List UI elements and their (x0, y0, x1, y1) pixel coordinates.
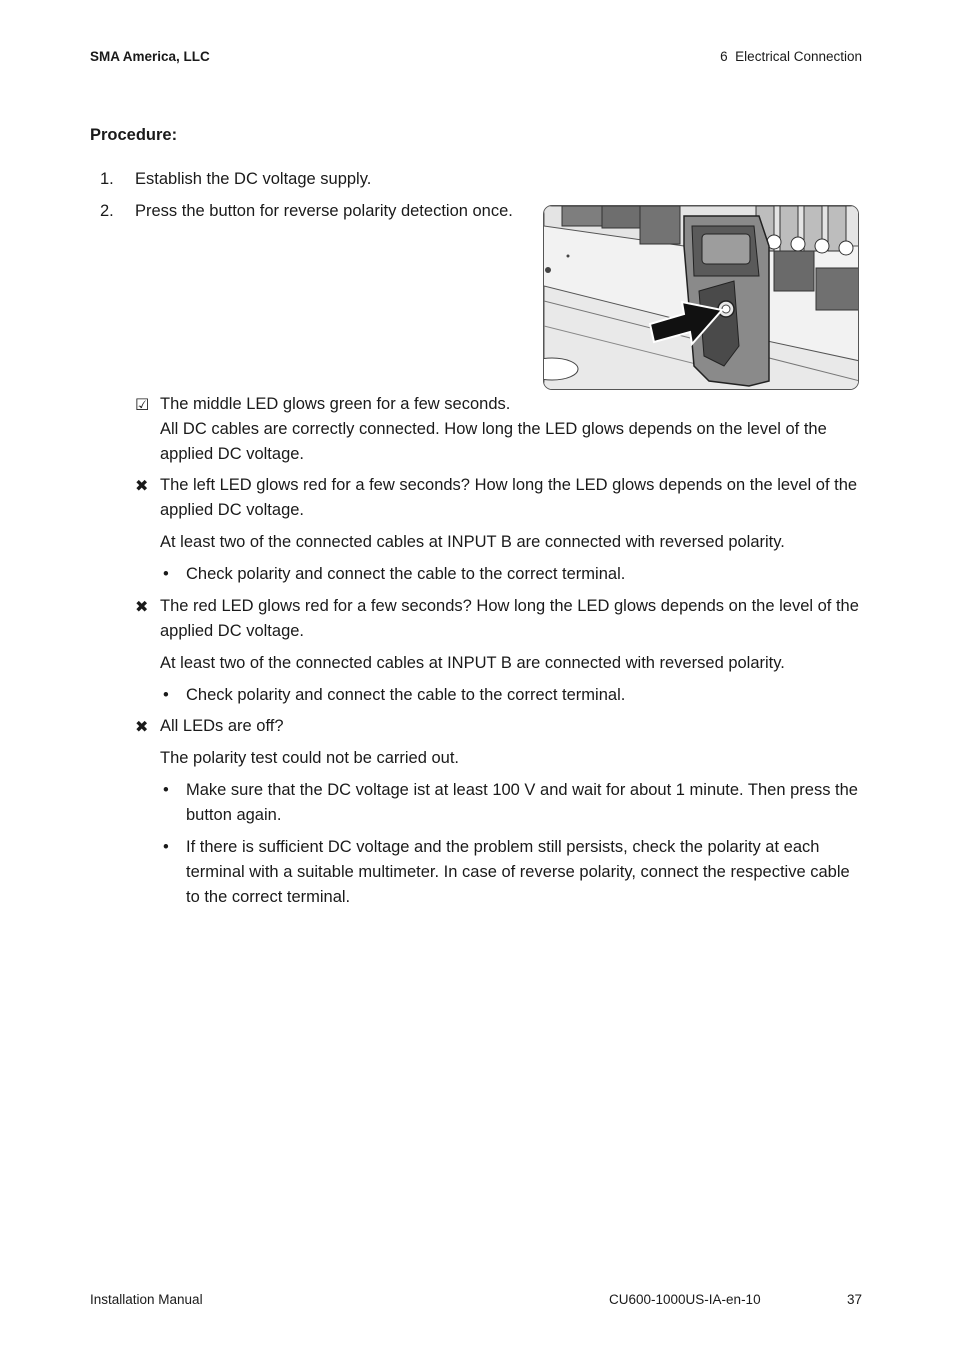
procedure-step-1 (100, 170, 371, 189)
list-item (135, 835, 865, 910)
result-all-leds-off (135, 714, 865, 910)
device-drawing (544, 206, 859, 390)
result-left-led-red (135, 473, 865, 587)
footer-doc-id: CU600-1000US-IA-en-10 (609, 1292, 761, 1307)
result-title: The middle LED glows green for a few seconds. (160, 395, 511, 413)
result-cause: At least two of the connected cables at INPUT B are connected with reversed polarity. (160, 654, 785, 672)
action-text: Check polarity and connect the cable to the correct terminal. (186, 565, 626, 583)
cross-icon: ✖ (135, 597, 149, 616)
result-item (135, 392, 865, 467)
step-number: 2. (100, 202, 114, 220)
result-item (135, 473, 865, 523)
result-cause: The polarity test could not be carried out. (160, 749, 459, 767)
bullet-icon: • (163, 686, 169, 704)
footer-manual: Installation Manual (90, 1292, 203, 1307)
header-section: 6 Electrical Connection (720, 49, 862, 64)
result-cause: At least two of the connected cables at INPUT B are connected with reversed polarity. (160, 533, 785, 551)
footer-page-number: 37 (846, 1292, 862, 1307)
step-text: Press the button for reverse polarity detection once. (135, 202, 513, 220)
result-success (135, 392, 865, 467)
bullet-icon: • (163, 565, 169, 583)
result-red-led-red (135, 594, 865, 708)
bullet-icon: • (163, 781, 169, 799)
reverse-polarity-button-illustration (543, 205, 859, 390)
check-box-icon: ☑ (135, 395, 150, 414)
action-text: If there is sufficient DC voltage and the problem still persists, check the polarity at each terminal with a suitable multimeter. In case of reverse polarity, connect the respective cable to the correct terminal. (186, 838, 850, 906)
cross-icon: ✖ (135, 717, 149, 736)
action-text: Make sure that the DC voltage ist at least 100 V and wait for about 1 minute. Then press the button again. (186, 781, 858, 824)
list-item (135, 778, 865, 828)
header-company: SMA America, LLC (90, 49, 210, 64)
result-item (135, 594, 865, 644)
result-title: All LEDs are off? (160, 717, 284, 735)
result-item (135, 714, 865, 739)
result-title: The left LED glows red for a few seconds? How long the LED glows depends on the level of the applied DC voltage. (160, 476, 858, 519)
result-detail: All DC cables are correctly connected. How long the LED glows depends on the level of the applied DC voltage. (160, 420, 827, 463)
list-item (135, 562, 865, 587)
step-text: Establish the DC voltage supply. (135, 170, 372, 188)
step-number: 1. (100, 170, 114, 188)
result-title: The red LED glows red for a few seconds? How long the LED glows depends on the level of the applied DC voltage. (160, 597, 859, 640)
procedure-step-2 (100, 202, 513, 221)
procedure-heading: Procedure: (90, 126, 178, 144)
action-text: Check polarity and connect the cable to the correct terminal. (186, 686, 626, 704)
cross-icon: ✖ (135, 476, 149, 495)
list-item (135, 683, 865, 708)
bullet-icon: • (163, 838, 169, 856)
